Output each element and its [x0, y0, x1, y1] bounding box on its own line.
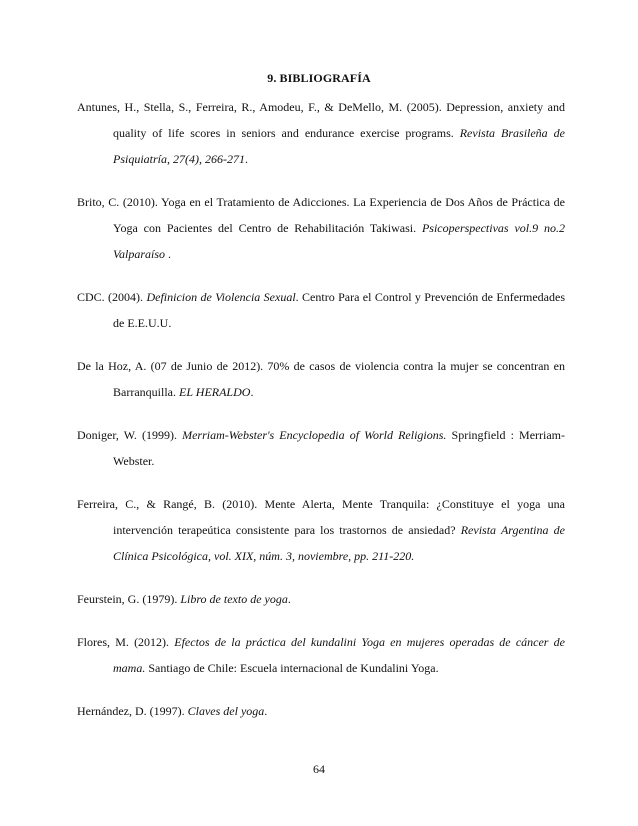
reference-text: Brito, C. (2010). Yoga en el Tratamiento de Adicciones. La Experiencia de Dos Años de Práctica de Yoga con Pacientes del Centro de Rehabilitación Takiwasi.: [77, 195, 565, 235]
reference-text: CDC. (2004).: [77, 290, 147, 304]
reference-text-end: .: [287, 592, 291, 606]
reference-text: Ferreira, C., & Rangé, B. (2010). Mente Alerta, Mente Tranquila: ¿Constituye el yoga una intervención terapeútica consistente para los trastornos de ansiedad?: [77, 497, 565, 537]
page-number: 64: [313, 762, 325, 776]
reference-text-end: Santiago de Chile: Escuela internacional de Kundalini Yoga.: [145, 661, 439, 675]
reference-list: [77, 94, 565, 741]
reference-text-end: .: [250, 385, 254, 399]
reference-text: Doniger, W. (1999).: [77, 428, 183, 442]
reference-text-end: .: [264, 704, 268, 718]
reference-source: Libro de texto de yoga: [180, 592, 288, 606]
reference-entry: [77, 422, 565, 474]
reference-text-end: .: [165, 247, 172, 261]
reference-source: Claves del yoga: [187, 704, 265, 718]
reference-text-end: . Centro Para el Control y Prevención de Enfermedades de E.E.U.U.: [113, 290, 566, 330]
section-title: 9. BIBLIOGRAFÍA: [267, 71, 371, 85]
reference-text: Antunes, H., Stella, S., Ferreira, R., Amodeu, F., & DeMello, M. (2005). Depression, anxiety and quality of life scores in seniors and endurance exercise programs.: [77, 100, 565, 140]
reference-source: Efectos de la práctica del kundalini Yoga en mujeres operadas de cáncer de mama.: [113, 635, 565, 675]
reference-source: EL HERALDO: [178, 385, 251, 399]
reference-text-end: .: [245, 152, 248, 166]
reference-entry: [77, 284, 565, 336]
reference-text-end: Springfield : Merriam-Webster.: [113, 428, 566, 468]
reference-text: De la Hoz, A. (07 de Junio de 2012). 70% de casos de violencia contra la mujer se concentran en Barranquilla.: [77, 359, 565, 399]
reference-text: Feurstein, G. (1979).: [77, 592, 181, 606]
reference-text: Flores, M. (2012).: [77, 635, 175, 649]
reference-entry: [77, 586, 565, 612]
reference-entry: [77, 189, 565, 267]
reference-entry: [77, 353, 565, 405]
reference-text: Hernández, D. (1997).: [77, 704, 188, 718]
reference-entry: [77, 94, 565, 172]
reference-source: Revista Argentina de Clínica Psicológica, vol. XIX, núm. 3, noviembre, pp. 211-220.: [113, 523, 565, 563]
reference-source: Psicoperspectivas vol.9 no.2 Valparaíso: [113, 221, 565, 261]
reference-source: Definicion de Violencia Sexual: [146, 290, 296, 304]
reference-source: Revista Brasileña de Psiquiatría, 27(4), 266-271: [113, 126, 565, 166]
reference-source: Merriam-Webster's Encyclopedia of World Religions.: [182, 428, 447, 442]
reference-entry: [77, 491, 565, 569]
reference-entry: [77, 629, 565, 681]
reference-entry: [77, 698, 565, 724]
